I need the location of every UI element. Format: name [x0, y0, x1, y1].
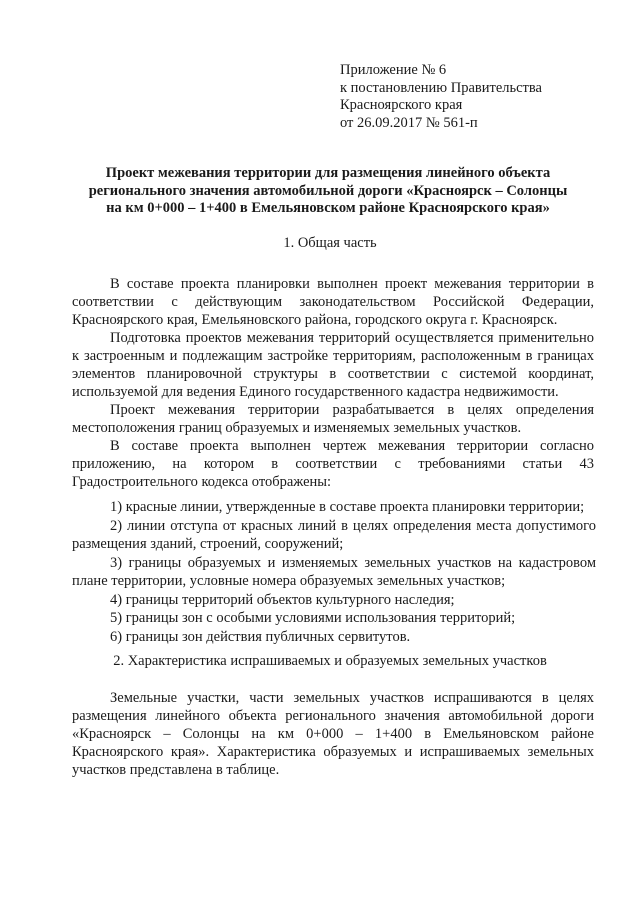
section-land-plots-body	[72, 689, 594, 779]
section-heading-general: 1. Общая часть	[283, 235, 377, 251]
appendix-region: Красноярского края	[340, 97, 463, 113]
paragraph: Подготовка проектов межевания территорий осуществляется применительно к застроенным и подлежащим застройке территориям, расположенным в границах элементов планировочной структуры в соответствии с системой координат, используемой для ведения Единого государственного кадастра недвижимости.	[72, 330, 594, 400]
list-item: 2) линии отступа от красных линий в целях определения места допустимого размещения зданий, строений, сооружений;	[72, 517, 596, 552]
list-item: 5) границы зон с особыми условиями использования территорий;	[110, 610, 516, 626]
list-item: 1) красные линии, утвержденные в составе проекта планировки территории;	[110, 499, 585, 515]
title-line: регионального значения автомобильной дороги «Красноярск – Солонцы	[88, 182, 568, 199]
list-item: 4) границы территорий объектов культурного наследия;	[110, 591, 455, 608]
appendix-header	[340, 62, 620, 132]
section-heading-land-plots: 2. Характеристика испрашиваемых и образуемых земельных участков	[113, 653, 547, 669]
appendix-date: от 26.09.2017 № 561-п	[340, 114, 478, 131]
appendix-resolution: к постановлению Правительства	[340, 79, 542, 96]
title-line: на км 0+000 – 1+400 в Емельяновском районе Красноярского края»	[106, 200, 550, 216]
list-item: 3) границы образуемых и изменяемых земельных участков на кадастровом плане территории, условные номера образуемых земельных участков;	[72, 554, 596, 589]
paragraph: Земельные участки, части земельных участков испрашиваются в целях размещения линейного объекта регионального значения автомобильной дороги «Красноярск – Солонцы на км 0+000 – 1+400 в Емельяновском районе Красноярского края». Характеристика образуемых и испрашиваемых земельных участков представлена в таблице.	[72, 690, 594, 778]
paragraph: В составе проекта выполнен чертеж межевания территории согласно приложению, на котором в соответствии с требованиями статьи 43 Градостроительного кодекса отображены:	[72, 438, 594, 490]
section-general-body	[72, 275, 594, 491]
mapping-items-list	[72, 498, 596, 646]
document-title	[68, 165, 588, 218]
title-line: Проект межевания территории для размещения линейного объекта	[105, 165, 551, 181]
paragraph: Проект межевания территории разрабатывается в целях определения местоположения границ образуемых и изменяемых земельных участков.	[72, 402, 594, 436]
paragraph: В составе проекта планировки выполнен проект межевания территории в соответствии с действующим законодательством Российской Федерации, Красноярского края, Емельяновского района, городского округа г. Красноярск.	[72, 276, 594, 328]
appendix-number: Приложение № 6	[340, 62, 447, 78]
list-item: 6) границы зон действия публичных сервитутов.	[110, 628, 411, 645]
